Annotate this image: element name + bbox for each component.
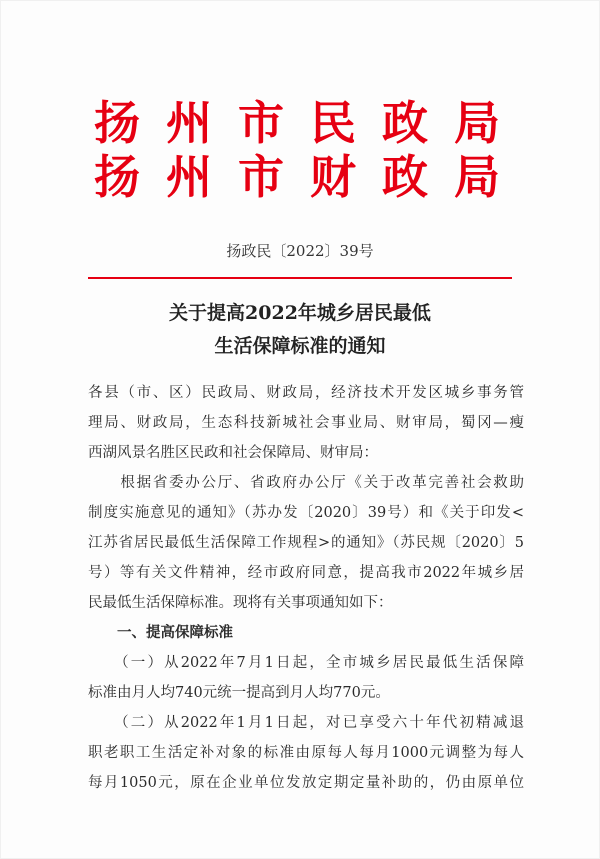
body-line: （二）从2022年1月1日起，对已享受六十年代初精减退: [88, 715, 524, 731]
issuer-line-1: 扬州市民政局: [94, 96, 526, 150]
body-line: 民最低生活保障标准。现将有关事项通知如下：: [88, 595, 393, 611]
body-line: 职老职工生活定补对象的标准由原每人每月1000元调整为每人: [88, 745, 524, 761]
body-line: 江苏省居民最低生活保障工作规程>的通知》（苏民规〔2020〕5: [88, 535, 524, 551]
document-number: 扬政民〔2022〕39号: [226, 242, 374, 260]
body-line: 根据省委办公厅、省政府办公厅《关于改革完善社会救助: [88, 475, 524, 491]
body-line: 西湖风景名胜区民政和社会保障局、财审局：: [88, 445, 378, 461]
body-line: 各县（市、区）民政局、财政局，经济技术开发区城乡事务管: [88, 385, 524, 401]
title-line-1: 关于提高2022年城乡居民最低: [169, 302, 431, 324]
body-line: 每月1050元，原在企业单位发放定期定量补助的，仍由原单位: [88, 775, 524, 791]
body-line: （一）从2022年7月1日起，全市城乡居民最低生活保障: [88, 655, 524, 671]
title-line-2: 生活保障标准的通知: [214, 335, 386, 357]
document-body: [88, 378, 524, 798]
red-separator-line: [88, 277, 512, 279]
section-heading: 一、提高保障标准: [117, 624, 233, 641]
body-line: 号）等有关文件精神，经市政府同意，提高我市2022年城乡居: [88, 565, 524, 581]
body-line: 理局、财政局，生态科技新城社会事业局、财审局，蜀冈—瘦: [88, 415, 524, 431]
body-line: 制度实施意见的通知》（苏办发〔2020〕39号）和《关于印发<: [88, 505, 524, 521]
issuer-line-2: 扬州市财政局: [94, 150, 526, 204]
body-line: 标准由月人均740元统一提高到月人均770元。: [88, 685, 390, 701]
